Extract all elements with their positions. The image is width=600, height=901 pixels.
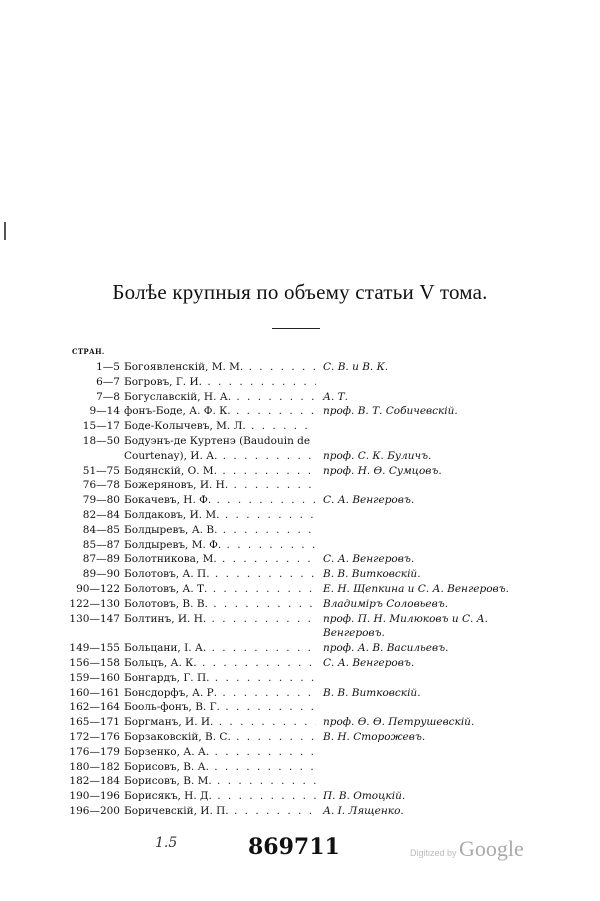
article-author: проф. В. Т. Собичевскій. <box>323 405 458 418</box>
page-range: 89—90 <box>82 568 120 581</box>
list-item <box>0 597 600 612</box>
list-item <box>0 730 600 745</box>
article-name: Борисовъ, В. А. . . . <box>124 760 316 775</box>
page-range: 87—89 <box>82 553 120 566</box>
article-author: Владиміръ Соловьевъ. <box>323 597 449 610</box>
article-name: Болдыревъ, А. В. . . . <box>124 523 316 538</box>
article-name: Богровъ, Г. И. . . . <box>124 375 316 390</box>
article-name: Боричевскій, И. П. . . . <box>124 804 316 819</box>
title-divider <box>272 328 320 329</box>
article-name: Борисовъ, В. М. . . . <box>124 774 316 789</box>
article-name: Борисякъ, Н. Д. . . . <box>124 789 316 804</box>
handwritten-mark: 1.5 <box>155 835 178 851</box>
page-range: 149—155 <box>69 642 120 655</box>
watermark-brand: Google <box>459 836 524 861</box>
list-item <box>0 760 600 775</box>
article-author: Е. Н. Щепкина и С. А. Венгеровъ. <box>323 582 509 595</box>
article-author: С. В. и В. К. <box>323 361 389 373</box>
list-item <box>0 686 600 701</box>
list-item <box>0 523 600 538</box>
article-name: Боде-Колычевъ, М. Л. . . . <box>124 419 316 434</box>
list-item <box>0 360 600 375</box>
page-range: 165—171 <box>69 716 120 729</box>
list-item <box>0 478 600 493</box>
article-name: Courtenay), И. А. . . . <box>124 449 316 464</box>
list-item <box>0 449 600 464</box>
list-item <box>0 434 600 449</box>
list-item <box>0 567 600 582</box>
article-name: Бодуэнъ-де Куртенэ (Baudouin de <box>124 434 311 447</box>
list-item <box>0 582 600 597</box>
article-author: С. А. Венгеровъ. <box>323 553 415 566</box>
page-range: 90—122 <box>76 582 120 595</box>
pages-column-header: СТРАН. <box>72 347 105 356</box>
list-item <box>0 789 600 804</box>
article-author: С. А. Венгеровъ. <box>323 656 415 669</box>
page-range: 84—85 <box>82 523 120 536</box>
article-name: Богоявленскій, М. М. . . . <box>124 360 316 375</box>
page-range: 7—8 <box>96 390 120 403</box>
page-range: 180—182 <box>69 760 120 773</box>
article-author: А. Т. <box>323 390 348 403</box>
article-name: Бокачевъ, Н. Ф. . . . <box>124 493 316 508</box>
list-item <box>0 715 600 730</box>
page-range: 156—158 <box>69 656 120 669</box>
list-item <box>0 656 600 671</box>
article-name: Борзенко, А. А. . . . <box>124 745 316 760</box>
page-range: 9—14 <box>89 405 120 418</box>
page-range: 172—176 <box>69 730 120 743</box>
list-item <box>0 804 600 819</box>
list-item <box>0 390 600 405</box>
article-author: В. В. Витковскій. <box>323 686 421 699</box>
article-name: Болдаковъ, И. М. . . . <box>124 508 316 523</box>
page-range: 85—87 <box>82 538 120 551</box>
list-item <box>0 375 600 390</box>
article-author: П. В. Отоцкій. <box>323 790 406 803</box>
list-item <box>0 508 600 523</box>
article-author: проф. А. В. Васильевъ. <box>323 642 449 655</box>
list-item <box>0 493 600 508</box>
article-author: проф. С. К. Буличъ. <box>323 449 432 462</box>
article-author: А. I. Лященко. <box>323 804 404 817</box>
article-author: С. А. Венгеровъ. <box>323 494 415 507</box>
page-range: 162—164 <box>69 701 120 714</box>
list-item <box>0 538 600 553</box>
article-author: проф. Н. Ѳ. Сумцовъ. <box>323 464 442 477</box>
page-range: 6—7 <box>96 375 120 388</box>
page-range: 82—84 <box>82 508 120 521</box>
list-item <box>0 700 600 715</box>
catalog-number: 869711 <box>248 834 340 860</box>
page-range: 76—78 <box>82 479 120 492</box>
page-range: 1—5 <box>96 361 120 373</box>
page-range: 190—196 <box>69 790 120 803</box>
article-list <box>0 360 600 819</box>
list-item <box>0 745 600 760</box>
article-author: проф. П. Н. Милюковъ и С. А. <box>323 612 488 625</box>
article-name: Болотовъ, А. Т. . . . <box>124 582 316 597</box>
list-item <box>0 774 600 789</box>
page-range: 122—130 <box>69 597 120 610</box>
page-range: 176—179 <box>69 745 120 758</box>
list-item <box>0 419 600 434</box>
page-range: 15—17 <box>82 420 120 433</box>
article-name: Больцани, I. А. . . . <box>124 641 316 656</box>
watermark-prefix: Digitized by <box>410 848 457 858</box>
article-name: Болотовъ, В. В. . . . <box>124 597 316 612</box>
article-name: Божеряновъ, И. Н. . . . <box>124 478 316 493</box>
page-range: 160—161 <box>69 686 120 699</box>
article-author: В. В. Витковскій. <box>323 568 421 581</box>
article-author: В. Н. Сторожевъ. <box>323 730 426 743</box>
article-name: Богуславскій, Н. А. . . . <box>124 390 316 405</box>
article-name: Бонгардъ, Г. П. . . . <box>124 671 316 686</box>
page-range: 51—75 <box>82 464 120 477</box>
page-title: Болѣе крупныя по объему статьи V тома. <box>112 280 488 304</box>
list-item <box>0 626 600 641</box>
article-name: Болтинъ, И. Н. . . . <box>124 612 316 627</box>
page-range: 196—200 <box>69 804 120 817</box>
scan-edge-mark <box>4 222 6 240</box>
list-item <box>0 464 600 479</box>
page-range: 18—50 <box>82 434 120 447</box>
page-range: 159—160 <box>69 671 120 684</box>
list-item <box>0 552 600 567</box>
article-author: Венгеровъ. <box>323 627 385 640</box>
google-watermark <box>410 836 524 862</box>
list-item <box>0 404 600 419</box>
article-author: проф. Ѳ. Ѳ. Петрушевскій. <box>323 716 475 729</box>
list-item <box>0 612 600 627</box>
article-name: Боргманъ, И. И. . . . <box>124 715 316 730</box>
article-name: Болдыревъ, М. Ф. . . . <box>124 538 316 553</box>
page-range: 182—184 <box>69 775 120 788</box>
page-range: 79—80 <box>82 494 120 507</box>
article-name: Болотникова, М. . . . <box>124 552 316 567</box>
article-name: Бооль-фонъ, В. Г. . . . <box>124 700 316 715</box>
list-item <box>0 671 600 686</box>
page-range: 130—147 <box>69 612 120 625</box>
article-name: фонъ-Боде, А. Ф. К. . . . <box>124 404 316 419</box>
article-name: Болотовъ, А. П. . . . <box>124 567 316 582</box>
article-name: Бонсдорфъ, А. Р. . . . <box>124 686 316 701</box>
article-name: Больцъ, А. К. . . . <box>124 656 316 671</box>
article-name: Борзаковскій, В. С. . . . <box>124 730 316 745</box>
article-name: Бодянскій, О. М. . . . <box>124 464 316 479</box>
list-item <box>0 641 600 656</box>
